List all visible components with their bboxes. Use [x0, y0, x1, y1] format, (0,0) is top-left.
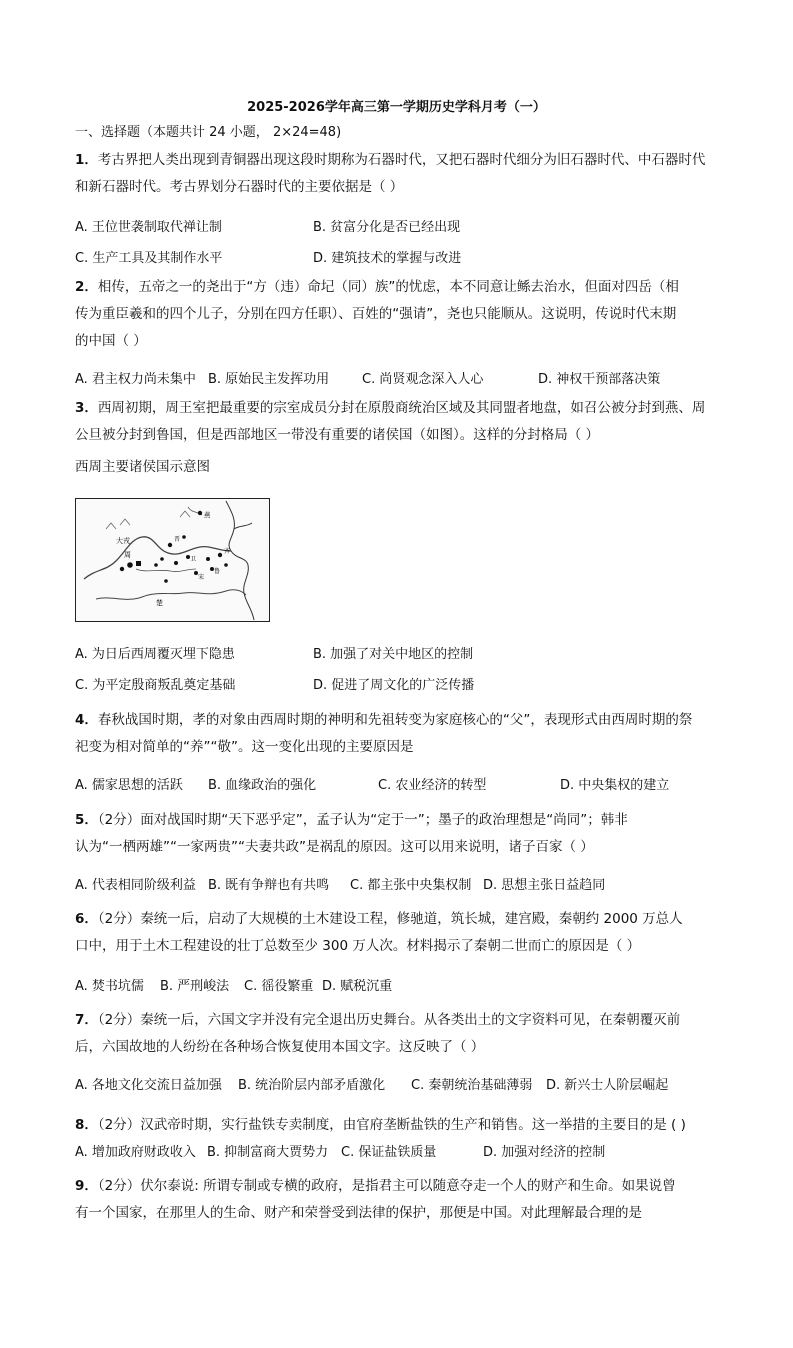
question-6-line-2: 口中，用于土木工程建设的壮丁总数至少 300 万人次。材料揭示了秦朝二世而亡的原因是（ ） [75, 938, 641, 954]
question-6-option-d[interactable]: D. 赋税沉重 [322, 979, 393, 994]
question-text: （2分）汉武帝时期，实行盐铁专卖制度，由官府垄断盐铁的生产和销售。这一举措的主要目的是 ( ) [97, 1117, 686, 1133]
map-caption: 西周主要诸侯国示意图 [75, 459, 210, 475]
map-label: 楚 [156, 599, 163, 607]
question-number: 1． [75, 152, 98, 168]
question-6-option-a[interactable]: A. 焚书坑儒 [75, 979, 144, 994]
question-7-option-b[interactable]: B. 统治阶层内部矛盾激化 [238, 1078, 386, 1093]
question-7-line-1 [75, 1011, 680, 1029]
question-2-option-d[interactable]: D. 神权干预部落决策 [538, 372, 661, 387]
question-2-line-1 [75, 278, 679, 296]
question-6-line-1 [75, 910, 683, 928]
question-3-option-a[interactable]: A. 为日后西周覆灭埋下隐患 [75, 647, 235, 662]
question-4-line-2: 祀变为相对简单的“养”“敬”。这一变化出现的主要原因是 [75, 739, 414, 755]
question-9-line-2: 有一个国家，在那里人的生命、财产和荣誉受到法律的保护，那便是中国。对此理解最合理的是 [75, 1205, 642, 1221]
question-3-option-d[interactable]: D. 促进了周文化的广泛传播 [313, 678, 475, 693]
question-5-line-1 [75, 811, 628, 829]
question-text: （2分）秦统一后，六国文字并没有完全退出历史舞台。从各类出土的文字资料可见，在秦朝覆灭前 [97, 1012, 681, 1028]
question-6-option-c[interactable]: C. 徭役繁重 [244, 979, 314, 994]
question-5-line-2: 认为“一栖两雄”“一家两贵”“夫妻共政”是祸乱的原因。这可以用来说明，诸子百家（ ） [75, 839, 594, 855]
question-1-option-c[interactable]: C. 生产工具及其制作水平 [75, 251, 223, 266]
question-4-option-a[interactable]: A. 儒家思想的活跃 [75, 778, 183, 793]
western-zhou-map [75, 498, 270, 622]
map-label: 燕 [204, 511, 211, 519]
map-label: 晋 [174, 536, 181, 543]
question-text: 西周初期，周王室把最重要的宗室成员分封在原殷商统治区域及其同盟者地盘，如召公被分封到燕、周 [97, 400, 706, 416]
question-number: 4． [75, 712, 98, 728]
map-label: 大戎 [116, 537, 130, 545]
map-label: 宋 [198, 574, 205, 581]
question-1-option-d[interactable]: D. 建筑技术的掌握与改进 [313, 251, 462, 266]
question-text: （2分）伏尔泰说: 所谓专制或专横的政府，是指君主可以随意夺走一个人的财产和生命。如果说曾 [97, 1178, 676, 1194]
question-4-option-d[interactable]: D. 中央集权的建立 [560, 778, 670, 793]
question-8-option-d[interactable]: D. 加强对经济的控制 [483, 1145, 606, 1160]
question-3-line-1 [75, 399, 705, 417]
question-number: 7． [75, 1012, 98, 1028]
question-2-option-a[interactable]: A. 君主权力尚未集中 [75, 372, 196, 387]
question-1-line-2: 和新石器时代。考古界划分石器时代的主要依据是（ ） [75, 179, 404, 195]
question-5-option-b[interactable]: B. 既有争辩也有共鸣 [208, 878, 330, 893]
question-text: （2分）秦统一后，启动了大规模的土木建设工程，修驰道，筑长城，建宫殿，秦朝约 2000 万总人 [97, 911, 683, 927]
question-number: 2． [75, 279, 98, 295]
question-2-option-c[interactable]: C. 尚贤观念深入人心 [362, 372, 484, 387]
question-4-option-c[interactable]: C. 农业经济的转型 [378, 778, 487, 793]
question-2-line-3: 的中国（ ） [75, 333, 147, 349]
map-drawing [76, 499, 269, 621]
question-7-option-c[interactable]: C. 秦朝统治基础薄弱 [411, 1078, 533, 1093]
map-label: 鲁 [214, 568, 221, 575]
question-7-line-2: 后，六国故地的人纷纷在各种场合恢复使用本国文字。这反映了（ ） [75, 1039, 485, 1055]
question-text: （2分）面对战国时期“天下恶乎定”，孟子认为“定于一”；墨子的政治理想是“尚同”；韩非 [97, 812, 628, 828]
question-number: 9． [75, 1178, 98, 1194]
question-3-option-c[interactable]: C. 为平定殷商叛乱奠定基础 [75, 678, 236, 693]
question-5-option-d[interactable]: D. 思想主张日益趋同 [483, 878, 606, 893]
question-5-option-c[interactable]: C. 都主张中央集权制 [350, 878, 472, 893]
question-text: 相传，五帝之一的尧出于“方（违）命圮（同）族”的忧虑，本不同意让鲧去治水，但面对四岳（相 [97, 279, 679, 295]
map-label: 齐 [224, 548, 231, 555]
question-text: 春秋战国时期，孝的对象由西周时期的神明和先祖转变为家庭核心的“父”，表现形式由西周时期的祭 [97, 712, 693, 728]
question-8-option-c[interactable]: C. 保证盐铁质量 [341, 1145, 437, 1160]
question-1-option-b[interactable]: B. 贫富分化是否已经出现 [313, 220, 461, 235]
page-title: 2025-2026学年高三第一学期历史学科月考（一） [247, 100, 546, 115]
question-number: 6． [75, 911, 98, 927]
question-text: 考古界把人类出现到青铜器出现这段时期称为石器时代，又把石器时代细分为旧石器时代、中石器时代 [97, 152, 706, 168]
question-number: 5． [75, 812, 98, 828]
question-2-line-2: 传为重臣羲和的四个儿子，分别在四方任职）、百姓的“强请”，尧也只能顺从。这说明，传说时代末期 [75, 306, 677, 322]
question-8-option-b[interactable]: B. 抑制富商大贾势力 [207, 1145, 329, 1160]
map-label: 卫 [190, 556, 197, 563]
question-1-line-1 [75, 151, 705, 169]
question-8-line-1 [75, 1116, 686, 1134]
question-7-option-a[interactable]: A. 各地文化交流日益加强 [75, 1078, 222, 1093]
question-number: 3． [75, 400, 98, 416]
question-3-line-2: 公旦被分封到鲁国，但是西部地区一带没有重要的诸侯国（如图）。这样的分封格局（ ） [75, 427, 600, 443]
question-9-line-1 [75, 1177, 676, 1195]
question-2-option-b[interactable]: B. 原始民主发挥功用 [208, 372, 330, 387]
section-heading: 一、选择题（本题共计 24 小题， 2×24=48) [75, 125, 342, 140]
map-label: 周 [124, 551, 131, 559]
question-3-option-b[interactable]: B. 加强了对关中地区的控制 [313, 647, 474, 662]
question-1-option-a[interactable]: A. 王位世袭制取代禅让制 [75, 220, 222, 235]
question-6-option-b[interactable]: B. 严刑峻法 [160, 979, 230, 994]
question-4-line-1 [75, 711, 692, 729]
question-number: 8． [75, 1117, 98, 1133]
question-7-option-d[interactable]: D. 新兴士人阶层崛起 [546, 1078, 669, 1093]
question-4-option-b[interactable]: B. 血缘政治的强化 [208, 778, 317, 793]
question-5-option-a[interactable]: A. 代表相同阶级利益 [75, 878, 196, 893]
question-8-option-a[interactable]: A. 增加政府财政收入 [75, 1145, 196, 1160]
